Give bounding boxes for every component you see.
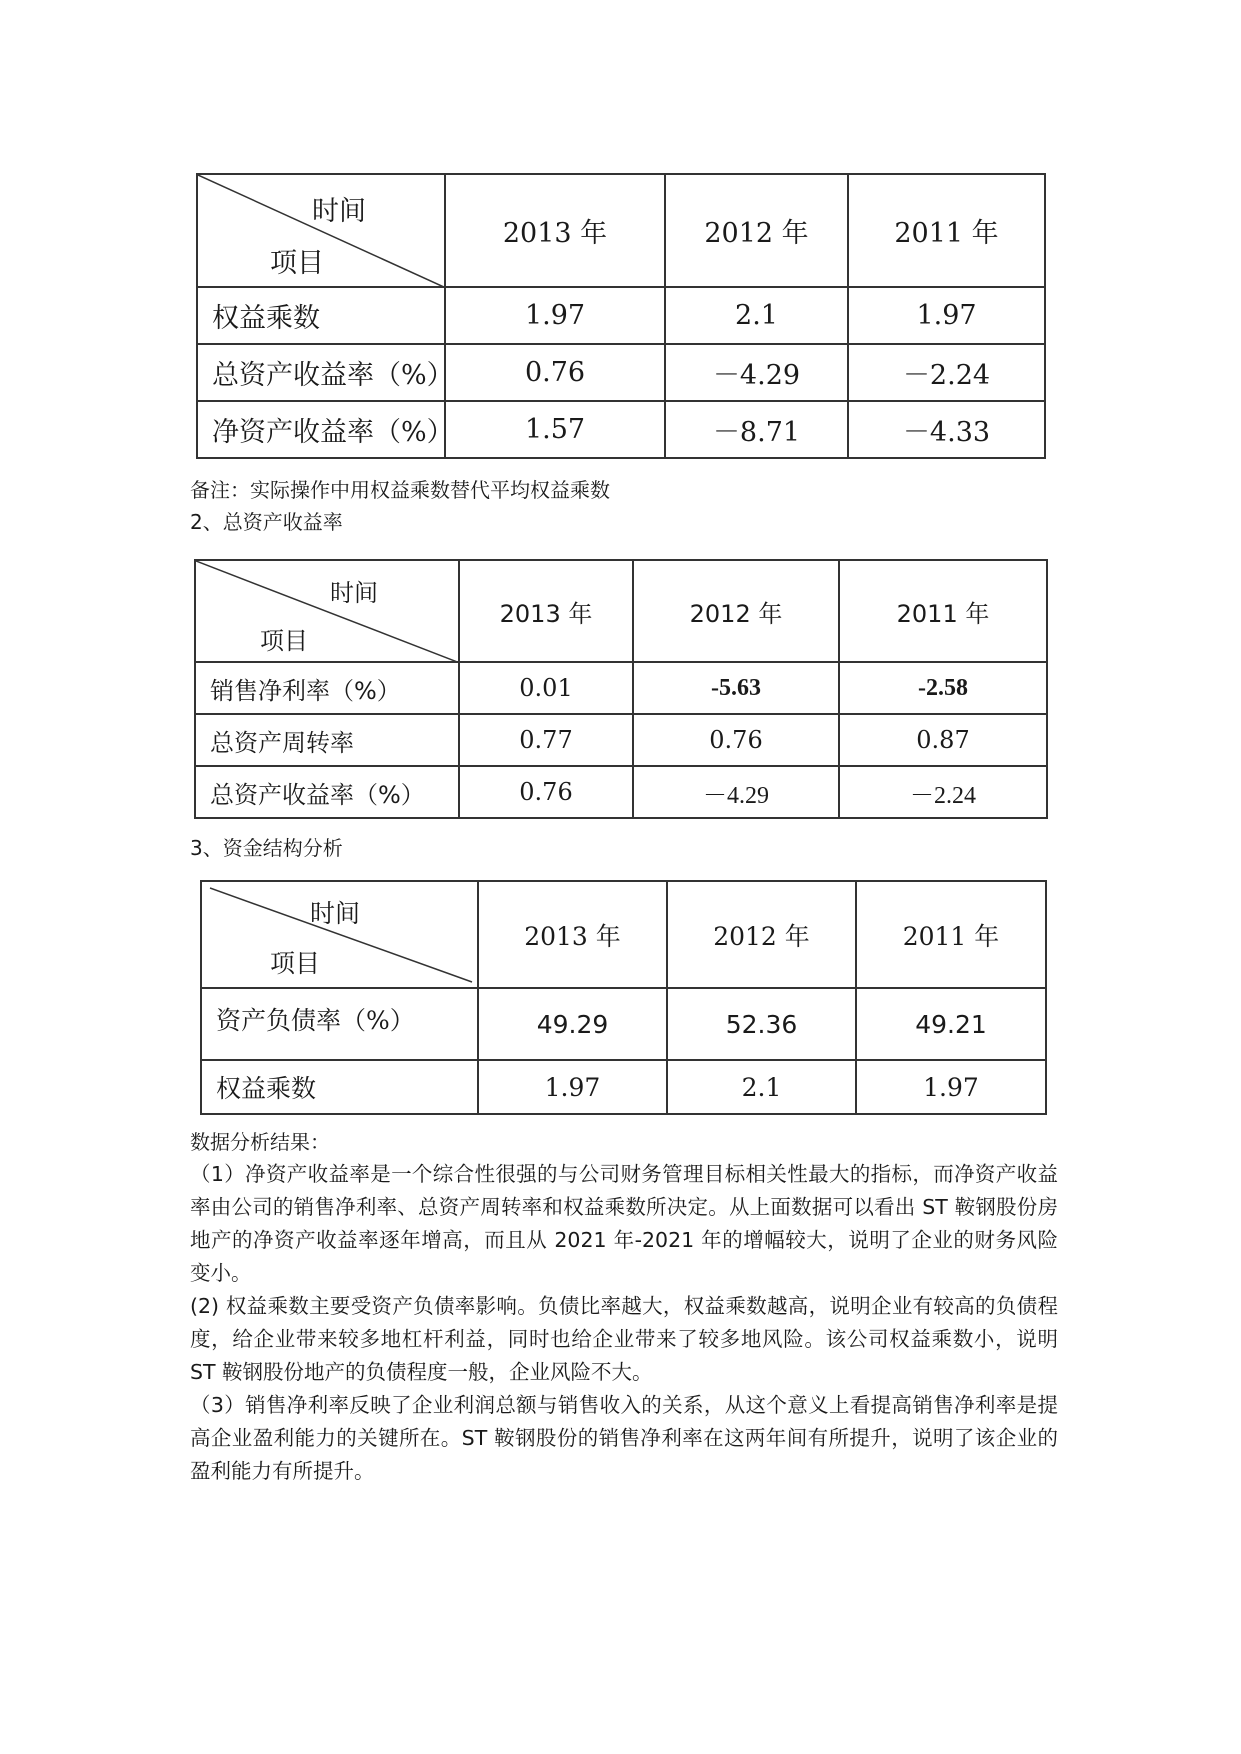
cell-value: 0.01 [459, 662, 633, 714]
row-label: 总资产收益率（%） [197, 344, 445, 401]
row-label: 权益乘数 [197, 287, 445, 344]
year-header: 2011 年 [839, 560, 1047, 662]
table-capital-structure [200, 880, 1047, 1115]
header-diagonal-cell [195, 560, 459, 662]
table1-note: 备注：实际操作中用权益乘数替代平均权益乘数 [190, 478, 610, 502]
cell-value: -2.58 [839, 662, 1047, 714]
table-row [195, 766, 1047, 818]
cell-value: 0.77 [459, 714, 633, 766]
cell-value: 49.21 [856, 988, 1046, 1060]
year-header: 2012 年 [667, 881, 856, 988]
cell-value: 1.97 [478, 1060, 667, 1114]
year-header: 2011 年 [856, 881, 1046, 988]
cell-value: －2.24 [848, 344, 1045, 401]
row-label: 销售净利率（%） [195, 662, 459, 714]
table-row [201, 988, 1046, 1060]
cell-value: 1.97 [848, 287, 1045, 344]
header-time-label: 时间 [330, 579, 378, 607]
section2-title: 2、总资产收益率 [190, 510, 343, 534]
row-label: 总资产周转率 [195, 714, 459, 766]
table-row [201, 1060, 1046, 1114]
header-item-label: 项目 [270, 949, 321, 978]
cell-value: 0.87 [839, 714, 1047, 766]
table-equity-multiplier [196, 173, 1046, 459]
cell-value: 2.1 [665, 287, 848, 344]
table-return-on-assets [194, 559, 1048, 819]
cell-value: －4.29 [633, 766, 839, 818]
year-header: 2012 年 [665, 174, 848, 287]
row-label: 权益乘数 [201, 1060, 478, 1114]
cell-value: 2.1 [667, 1060, 856, 1114]
diagonal-line [196, 561, 460, 663]
header-diagonal-cell [201, 881, 478, 988]
row-label: 总资产收益率（%） [195, 766, 459, 818]
cell-value: －2.24 [839, 766, 1047, 818]
cell-value: －4.33 [848, 401, 1045, 458]
results-title: 数据分析结果： [190, 1130, 330, 1154]
table-row [197, 401, 1045, 458]
year-header: 2013 年 [459, 560, 633, 662]
table-row [197, 287, 1045, 344]
paragraph-2: (2) 权益乘数主要受资产负债率影响。负债比率越大，权益乘数越高，说明企业有较高的负债程度，给企业带来较多地杠杆利益，同时也给企业带来了较多地风险。该公司权益乘数小，说明 ST 鞍钢股份地产的负债程度一般，企业风险不大。 [190, 1294, 1058, 1384]
section3-title: 3、资金结构分析 [190, 836, 343, 860]
cell-value: －8.71 [665, 401, 848, 458]
table-row [197, 344, 1045, 401]
year-header: 2012 年 [633, 560, 839, 662]
cell-value: －4.29 [665, 344, 848, 401]
row-label: 资产负债率（%） [201, 988, 478, 1060]
row-label: 净资产收益率（%） [197, 401, 445, 458]
year-header: 2011 年 [848, 174, 1045, 287]
header-item-label: 项目 [270, 248, 324, 279]
header-item-label: 项目 [260, 627, 308, 655]
cell-value: 0.76 [445, 344, 665, 401]
header-diagonal-cell [197, 174, 445, 287]
cell-value: 1.97 [445, 287, 665, 344]
paragraph-1: （1）净资产收益率是一个综合性很强的与公司财务管理目标相关性最大的指标，而净资产收益率由公司的销售净利率、总资产周转率和权益乘数所决定。从上面数据可以看出 ST 鞍钢股份房地产的净资产收益率逐年增高，而且从 2021 年-2021 年的增幅较大，说明了企业的财务风险变小。 [190, 1162, 1058, 1285]
cell-value: 1.57 [445, 401, 665, 458]
year-header: 2013 年 [445, 174, 665, 287]
cell-value: 0.76 [459, 766, 633, 818]
table-row [195, 662, 1047, 714]
paragraph-3: （3）销售净利率反映了企业利润总额与销售收入的关系，从这个意义上看提高销售净利率是提高企业盈利能力的关键所在。ST 鞍钢股份的销售净利率在这两年间有所提升，说明了该企业的盈利能力有所提升。 [190, 1393, 1058, 1483]
header-time-label: 时间 [312, 196, 366, 227]
year-header: 2013 年 [478, 881, 667, 988]
table-row [195, 714, 1047, 766]
cell-value: 0.76 [633, 714, 839, 766]
cell-value: 1.97 [856, 1060, 1046, 1114]
cell-value: 52.36 [667, 988, 856, 1060]
header-time-label: 时间 [310, 899, 361, 928]
cell-value: 49.29 [478, 988, 667, 1060]
cell-value: -5.63 [633, 662, 839, 714]
